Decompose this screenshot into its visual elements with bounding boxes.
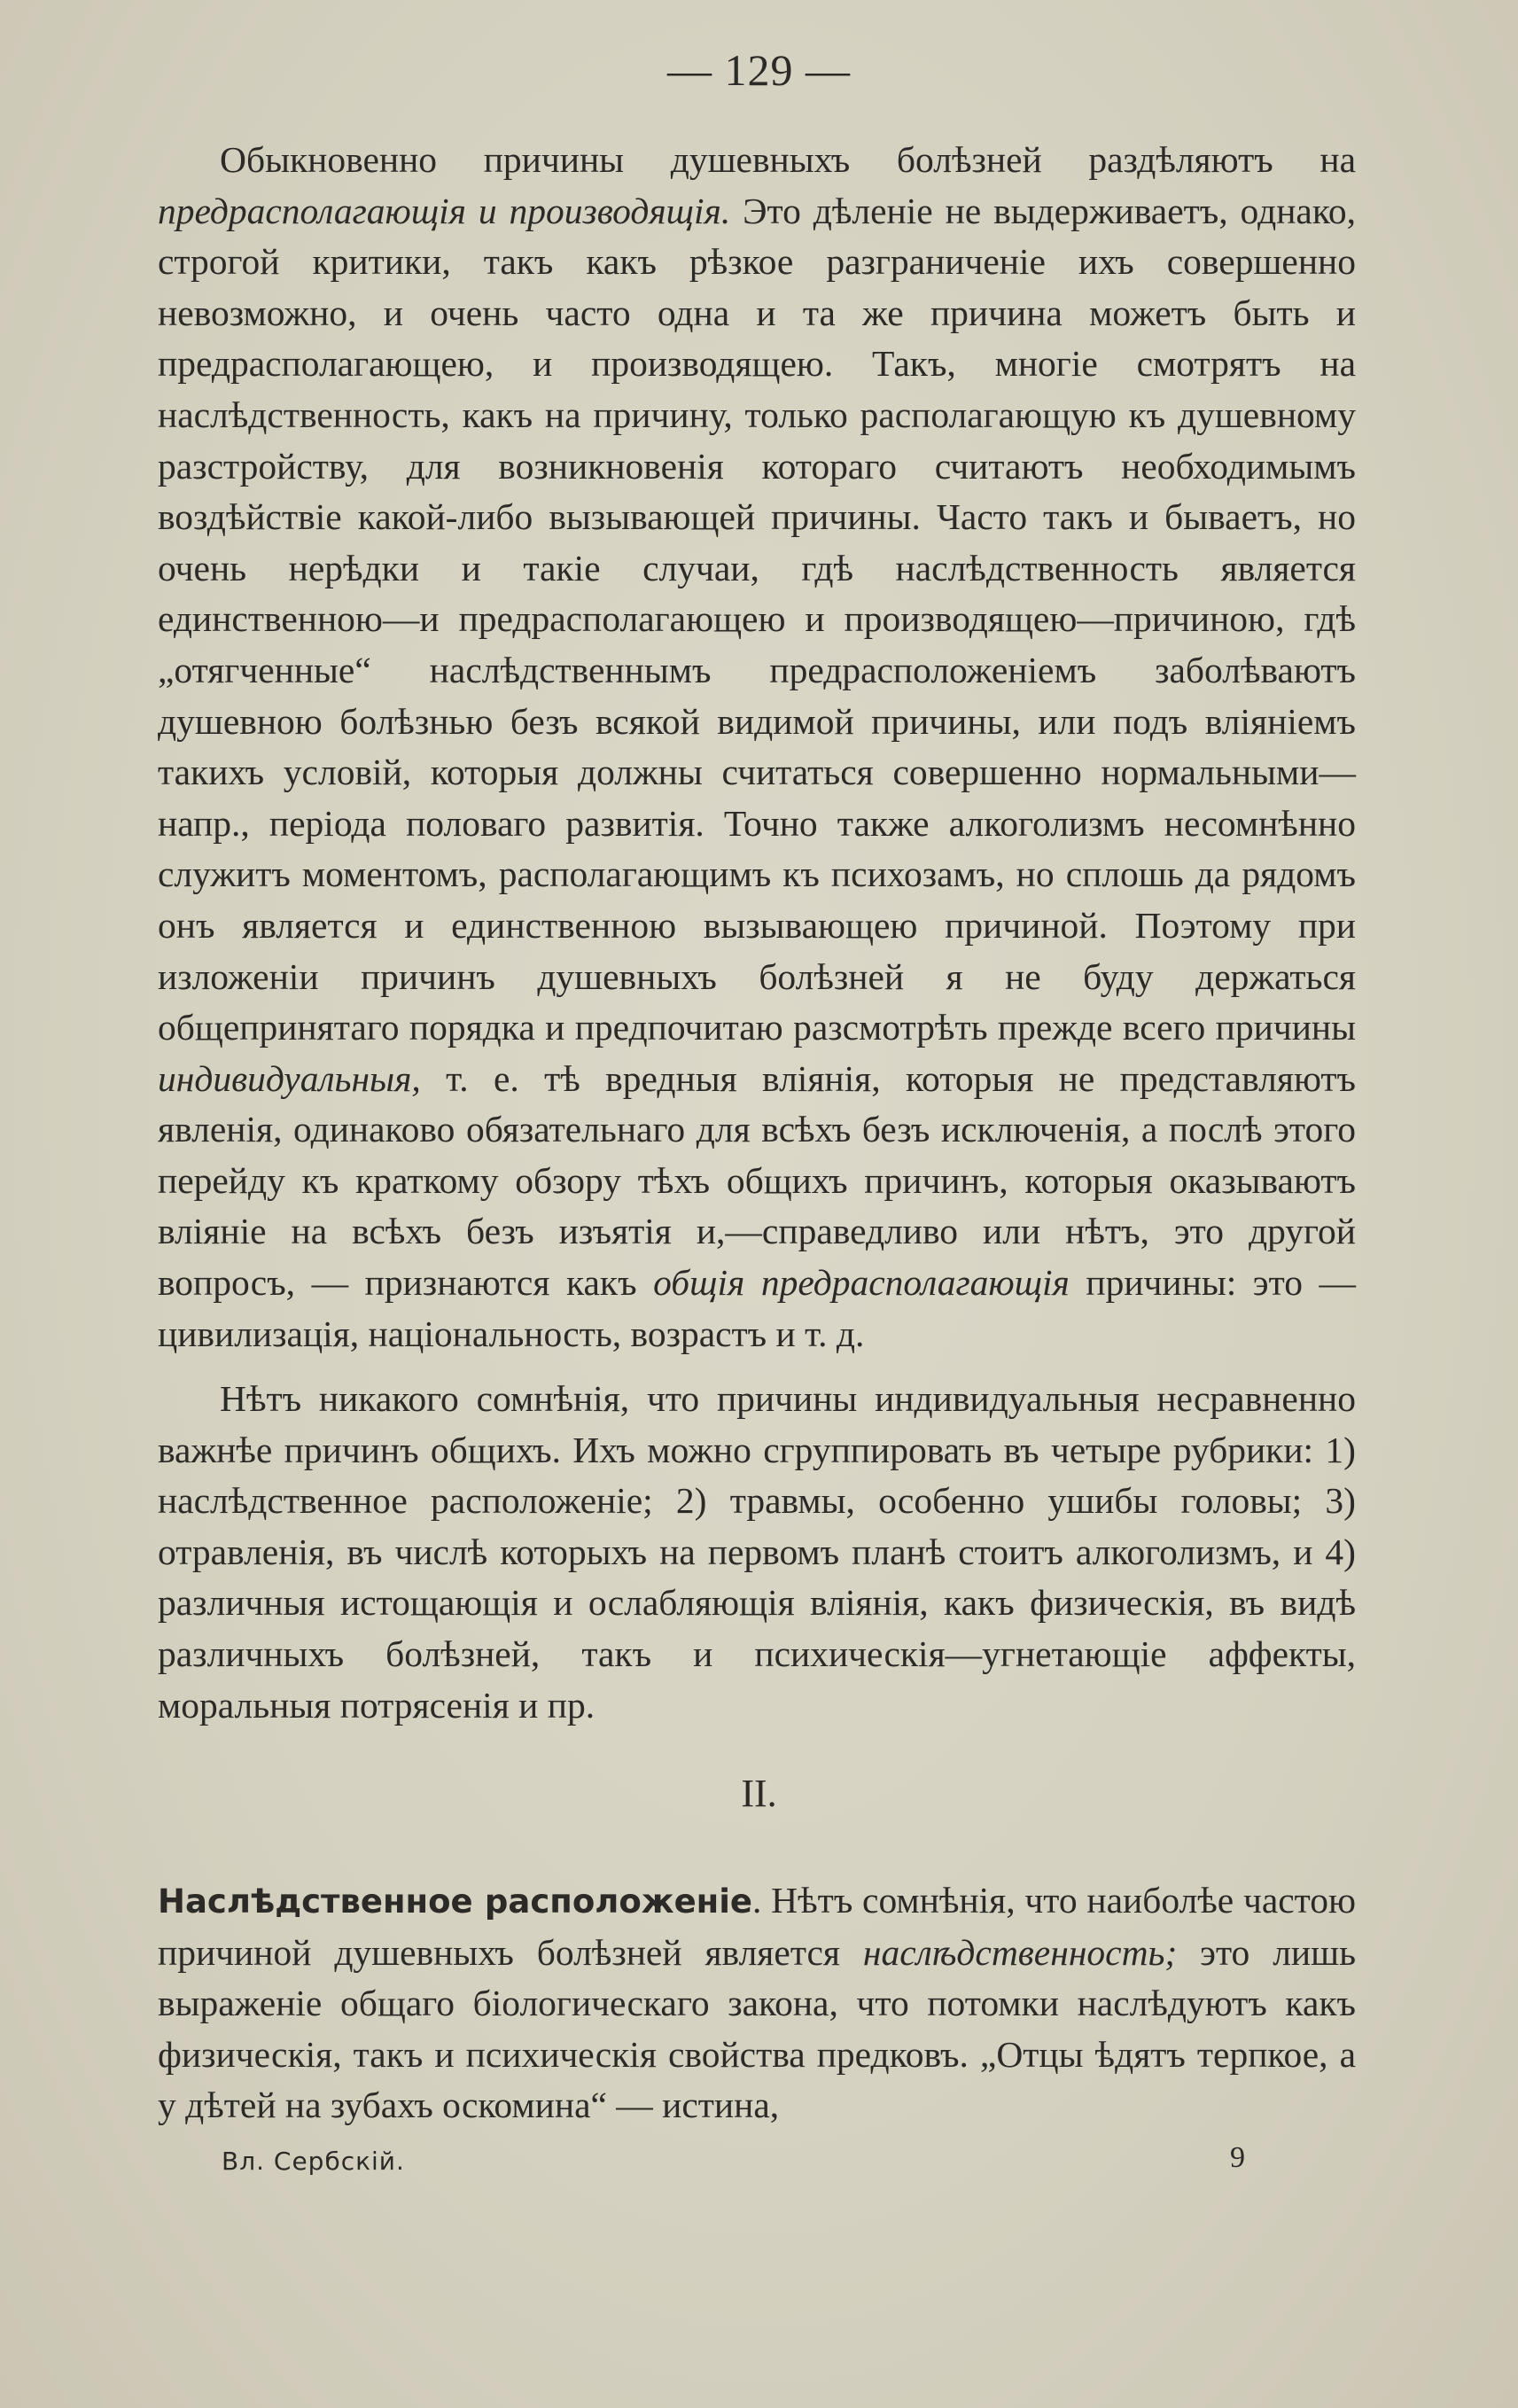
text-run: причины: это — цивилизація, національность, возрастъ и т. д. (158, 1262, 1356, 1354)
emphasis-run: индивидуальныя, (158, 1057, 421, 1099)
paragraph-individual-causes (158, 1374, 1356, 1731)
section-number: II. (741, 1772, 777, 1815)
text-run: Это дѣленіе не выдерживаетъ, однако, строгой критики, такъ какъ рѣзкое разграниченіе ихъ совершенно невозможно, и очень часто одна и та же причина можетъ быть и предрасполагающею, и производящею. Такъ, многіе смотрятъ на наслѣдственность, какъ на причину, только располагающую къ душевному разстройству, для возникновенія котораго считаютъ необходимымъ воздѣйствіе какой-либо вызывающей причины. Часто такъ и бываетъ, но очень нерѣдки и такіе случаи, гдѣ наслѣдственность является единственною—и предрасполагающею и производящею—причиною, гдѣ „отягченные“ наслѣдственнымъ предрасположеніемъ заболѣваютъ душевною болѣзнью безъ всякой видимой причины, или подъ вліяніемъ такихъ условій, которыя должны считаться совершенно нормальными—напр., періода половаго развитія. Точно также алкоголизмъ несомнѣнно служитъ моментомъ, располагающимъ къ психозамъ, но сплошь да рядомъ онъ является и единственною вызывающею причиной. Поэтому при изложеніи причинъ душевныхъ болѣзней я не буду держаться общепринятаго порядка и предпочитаю разсмотрѣть прежде всего причины (158, 190, 1357, 1048)
emphasis-run: общія предрасполагающія (653, 1262, 1070, 1304)
paragraph-causes-classification (158, 135, 1356, 1360)
footer-author: Вл. Сербскій. (222, 2147, 405, 2176)
paragraph-text (158, 135, 1356, 1360)
text-run: Обыкновенно причины душевныхъ болѣзней раздѣляютъ на (220, 139, 1356, 180)
paragraph-text (158, 1875, 1356, 2131)
paragraph-text: Нѣтъ никакого сомнѣнія, что причины индивидуальныя несравненно важнѣе причинъ общихъ. Ихъ можно сгруппировать въ четыре рубрики: 1) наслѣдственное расположеніе; 2) травмы, особенно ушибы головы; 3) отравленія, въ числѣ которыхъ на первомъ планѣ стоитъ алкоголизмъ, и 4) различныя истощающія и ослабляющія вліянія, какъ физическія, въ видѣ различныхъ болѣзней, такъ и психическія—угнетающіе аффекты, моральныя потрясенія и пр. (158, 1378, 1356, 1726)
text-run: это лишь выраженіе общаго біологическаго закона, что потомки наслѣдуютъ какъ физическія, такъ и психическія свойства предковъ. „Отцы ѣдятъ терпкое, а у дѣтей на зубахъ оскомина“ — истина, (158, 1931, 1356, 2126)
paragraph-heredity (158, 1875, 1356, 2131)
run-in-heading: Наслѣдственное расположеніе (158, 1882, 753, 1921)
emphasis-run: предрасполагающія и производящія. (158, 190, 731, 231)
text-run: т. е. тѣ вредныя вліянія, которыя не представляютъ явленія, одинаково обязательнаго для всѣхъ безъ исключенія, а послѣ этого перейду къ краткому обзору тѣхъ общихъ причинъ, которыя оказываютъ вліяніе на всѣхъ безъ изъятія и,—справедливо или нѣтъ, это другой вопросъ, — признаются какъ (158, 1057, 1356, 1304)
text-run: . Нѣтъ сомнѣнія, что наиболѣе частою причиной душевныхъ болѣзней является (158, 1880, 1357, 1973)
emphasis-run: наслѣдственность; (862, 1931, 1178, 1973)
signature-mark: 9 (1230, 2141, 1245, 2174)
page-number: — 129 — (667, 45, 851, 95)
